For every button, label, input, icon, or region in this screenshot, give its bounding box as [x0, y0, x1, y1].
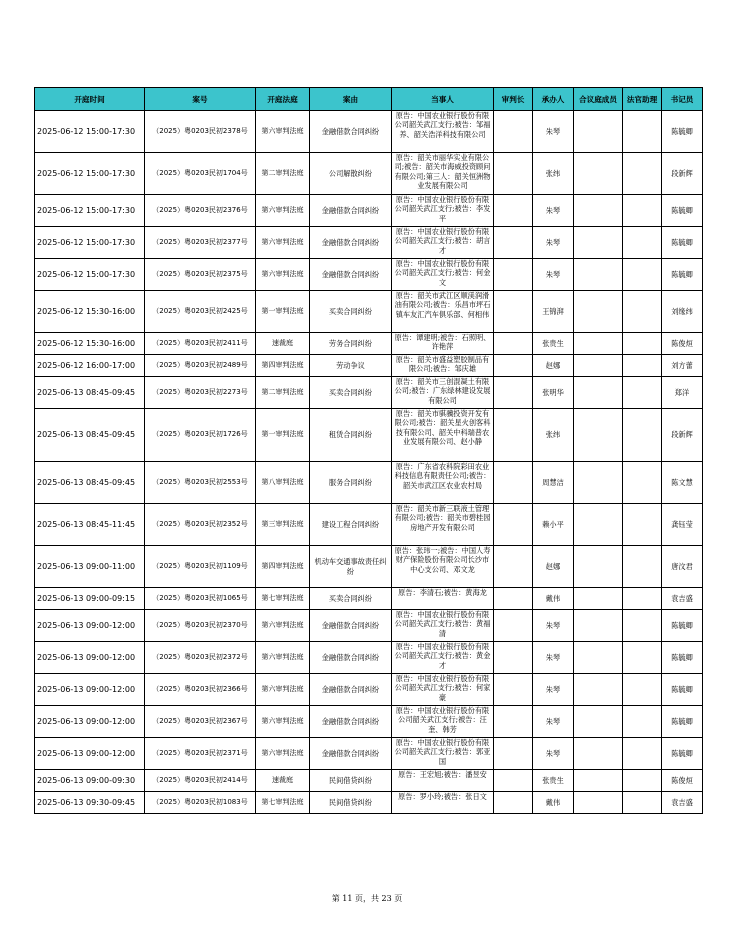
- cell-presiding-judge: [494, 291, 533, 333]
- cell-clerk: 陈毓卿: [662, 227, 703, 259]
- cell-cause: 金融借款合同纠纷: [310, 111, 392, 153]
- cell-cause: 劳务合同纠纷: [310, 333, 392, 355]
- cell-case-number: （2025）粤0203民初2273号: [145, 377, 256, 409]
- cell-case-number: （2025）粤0203民初2377号: [145, 227, 256, 259]
- cell-handler: 张明华: [533, 377, 574, 409]
- cell-hearing-time: 2025-06-12 15:30-16:00: [35, 291, 145, 333]
- cell-judge-assistant: [623, 738, 662, 770]
- cell-case-number: （2025）粤0203民初1065号: [145, 588, 256, 610]
- cell-hearing-time: 2025-06-12 16:00-17:00: [35, 355, 145, 377]
- cell-case-number: （2025）粤0203民初1109号: [145, 546, 256, 588]
- cell-cause: 金融借款合同纠纷: [310, 227, 392, 259]
- cell-cause: 金融借款合同纠纷: [310, 674, 392, 706]
- cell-courtroom: 第七审判法庭: [256, 792, 310, 814]
- table-row: [35, 792, 703, 814]
- cell-judge-assistant: [623, 674, 662, 706]
- cell-judge-assistant: [623, 227, 662, 259]
- cell-presiding-judge: [494, 504, 533, 546]
- cell-handler: 朱琴: [533, 195, 574, 227]
- cell-panel-members: [574, 377, 623, 409]
- cell-cause: 买卖合同纠纷: [310, 588, 392, 610]
- cell-panel-members: [574, 333, 623, 355]
- cell-parties: 原告：中国农业银行股份有限公司韶关武江支行;被告：黄福清: [392, 610, 494, 642]
- table-row: [35, 546, 703, 588]
- cell-presiding-judge: [494, 674, 533, 706]
- cell-parties: 原告：韶关市骐骥投资开发有限公司;被告：韶关星火创客科技有限公司、韶关中科瑞普农业发展有限公司、赵小静: [392, 409, 494, 462]
- cell-presiding-judge: [494, 409, 533, 462]
- cell-judge-assistant: [623, 610, 662, 642]
- cell-clerk: 陈文慧: [662, 462, 703, 504]
- cell-presiding-judge: [494, 738, 533, 770]
- cell-presiding-judge: [494, 770, 533, 792]
- table-row: [35, 642, 703, 674]
- header-cause: 案由: [310, 88, 392, 111]
- cell-handler: 周慧洁: [533, 462, 574, 504]
- cell-panel-members: [574, 642, 623, 674]
- cell-parties: 原告：韶关市武江区顺渼润滑油有限公司;被告：乐昌市坪石镇车友汇汽车俱乐部、何相伟: [392, 291, 494, 333]
- cell-parties: 原告：韶关市丽华实业有限公司;被告：韶关市海威投资顾问有限公司;第三人：韶关恒洲物业发展有限公司: [392, 153, 494, 195]
- cell-clerk: 袁吉盛: [662, 792, 703, 814]
- cell-panel-members: [574, 291, 623, 333]
- cell-presiding-judge: [494, 153, 533, 195]
- cell-courtroom: 第七审判法庭: [256, 588, 310, 610]
- cell-cause: 金融借款合同纠纷: [310, 706, 392, 738]
- cell-panel-members: [574, 546, 623, 588]
- page-footer: 第 11 页，共 23 页: [331, 894, 403, 903]
- cell-judge-assistant: [623, 770, 662, 792]
- cell-handler: 朱琴: [533, 111, 574, 153]
- cell-parties: 原告：中国农业银行股份有限公司韶关武江支行;被告：郭亚国: [392, 738, 494, 770]
- table-row: [35, 588, 703, 610]
- cell-hearing-time: 2025-06-13 08:45-11:45: [35, 504, 145, 546]
- cell-hearing-time: 2025-06-12 15:00-17:30: [35, 227, 145, 259]
- cell-judge-assistant: [623, 546, 662, 588]
- table-row: [35, 111, 703, 153]
- cell-cause: 金融借款合同纠纷: [310, 610, 392, 642]
- cell-courtroom: 第六审判法庭: [256, 111, 310, 153]
- cell-case-number: （2025）粤0203民初2411号: [145, 333, 256, 355]
- cell-courtroom: 第四审判法庭: [256, 546, 310, 588]
- cell-parties: 原告：张玮一;被告：中国人寿财产保险股份有限公司长沙市中心支公司、邓文龙: [392, 546, 494, 588]
- cell-presiding-judge: [494, 355, 533, 377]
- cell-case-number: （2025）粤0203民初1726号: [145, 409, 256, 462]
- cell-hearing-time: 2025-06-12 15:00-17:30: [35, 153, 145, 195]
- table-row: [35, 259, 703, 291]
- cell-clerk: 陈毓卿: [662, 195, 703, 227]
- cell-panel-members: [574, 792, 623, 814]
- cell-clerk: 陈毓卿: [662, 642, 703, 674]
- cell-parties: 原告：中国农业银行股份有限公司韶关武江支行;被告：胡言才: [392, 227, 494, 259]
- cell-parties: 原告：中国农业银行股份有限公司韶关武江支行;被告：何家豪: [392, 674, 494, 706]
- cell-judge-assistant: [623, 377, 662, 409]
- cell-courtroom: 第八审判法庭: [256, 462, 310, 504]
- cell-judge-assistant: [623, 792, 662, 814]
- cell-courtroom: 第六审判法庭: [256, 259, 310, 291]
- cell-hearing-time: 2025-06-13 08:45-09:45: [35, 462, 145, 504]
- cell-courtroom: 第六审判法庭: [256, 706, 310, 738]
- cell-panel-members: [574, 259, 623, 291]
- cell-courtroom: 第六审判法庭: [256, 674, 310, 706]
- cell-hearing-time: 2025-06-13 08:45-09:45: [35, 409, 145, 462]
- cell-cause: 买卖合同纠纷: [310, 377, 392, 409]
- cell-presiding-judge: [494, 642, 533, 674]
- cell-courtroom: 第六审判法庭: [256, 195, 310, 227]
- cell-cause: 机动车交通事故责任纠纷: [310, 546, 392, 588]
- cell-clerk: 刘缘纬: [662, 291, 703, 333]
- cell-hearing-time: 2025-06-13 09:00-09:30: [35, 770, 145, 792]
- cell-parties: 原告：中国农业银行股份有限公司韶关武江支行;被告：邹福养、韶关浩洋科技有限公司: [392, 111, 494, 153]
- cell-hearing-time: 2025-06-12 15:00-17:30: [35, 259, 145, 291]
- cell-panel-members: [574, 610, 623, 642]
- cell-courtroom: 第六审判法庭: [256, 227, 310, 259]
- table-row: [35, 333, 703, 355]
- cell-courtroom: 第三审判法庭: [256, 504, 310, 546]
- cell-cause: 民间借贷纠纷: [310, 770, 392, 792]
- cell-presiding-judge: [494, 377, 533, 409]
- table-row: [35, 409, 703, 462]
- header-panel-members: 合议庭成员: [574, 88, 623, 111]
- table-row: [35, 674, 703, 706]
- cell-hearing-time: 2025-06-12 15:30-16:00: [35, 333, 145, 355]
- table-row: [35, 377, 703, 409]
- cell-judge-assistant: [623, 259, 662, 291]
- table-row: [35, 610, 703, 642]
- cell-judge-assistant: [623, 355, 662, 377]
- cell-case-number: （2025）粤0203民初2352号: [145, 504, 256, 546]
- cell-handler: 张纬: [533, 409, 574, 462]
- cell-handler: 朱琴: [533, 227, 574, 259]
- cell-panel-members: [574, 674, 623, 706]
- cell-parties: 原告：韶关市三创混凝土有限公司;被告：广东绿林建设发展有限公司: [392, 377, 494, 409]
- cell-presiding-judge: [494, 546, 533, 588]
- cell-judge-assistant: [623, 504, 662, 546]
- cell-hearing-time: 2025-06-13 09:00-12:00: [35, 610, 145, 642]
- cell-hearing-time: 2025-06-13 09:00-11:00: [35, 546, 145, 588]
- header-judge-assistant: 法官助理: [623, 88, 662, 111]
- cell-panel-members: [574, 504, 623, 546]
- cell-clerk: 陈毓卿: [662, 674, 703, 706]
- cell-handler: 赵娜: [533, 546, 574, 588]
- cell-cause: 公司解散纠纷: [310, 153, 392, 195]
- cell-parties: 原告：中国农业银行股份有限公司韶关武江支行;被告：黄金才: [392, 642, 494, 674]
- cell-presiding-judge: [494, 333, 533, 355]
- cell-panel-members: [574, 227, 623, 259]
- cell-cause: 金融借款合同纠纷: [310, 642, 392, 674]
- cell-hearing-time: 2025-06-12 15:00-17:30: [35, 111, 145, 153]
- cell-courtroom: 速裁庭: [256, 333, 310, 355]
- cell-handler: 赵娜: [533, 355, 574, 377]
- cell-panel-members: [574, 409, 623, 462]
- cell-clerk: 郑洋: [662, 377, 703, 409]
- cell-case-number: （2025）粤0203民初2489号: [145, 355, 256, 377]
- cell-case-number: （2025）粤0203民初1704号: [145, 153, 256, 195]
- cell-judge-assistant: [623, 195, 662, 227]
- cell-judge-assistant: [623, 153, 662, 195]
- cell-courtroom: 第二审判法庭: [256, 377, 310, 409]
- cell-cause: 金融借款合同纠纷: [310, 259, 392, 291]
- cell-handler: 朱琴: [533, 642, 574, 674]
- table-row: [35, 738, 703, 770]
- cell-parties: 原告：中国农业银行股份有限公司韶关武江支行;被告：何金文: [392, 259, 494, 291]
- cell-judge-assistant: [623, 642, 662, 674]
- cell-cause: 民间借贷纠纷: [310, 792, 392, 814]
- table-row: [35, 227, 703, 259]
- cell-handler: 王锦湃: [533, 291, 574, 333]
- cell-cause: 劳动争议: [310, 355, 392, 377]
- cell-presiding-judge: [494, 706, 533, 738]
- cell-handler: 朱琴: [533, 706, 574, 738]
- cell-parties: 原告：李清石;被告：黄海龙: [392, 588, 494, 610]
- header-parties: 当事人: [392, 88, 494, 111]
- cell-hearing-time: 2025-06-13 09:00-12:00: [35, 642, 145, 674]
- cell-clerk: 段新辉: [662, 409, 703, 462]
- cell-clerk: 袁吉盛: [662, 588, 703, 610]
- cell-cause: 服务合同纠纷: [310, 462, 392, 504]
- cell-clerk: 陈俊烜: [662, 333, 703, 355]
- cell-handler: 张贵生: [533, 770, 574, 792]
- cell-parties: 原告：韶关市盛益塑胶制品有限公司;被告：邹庆雄: [392, 355, 494, 377]
- cell-hearing-time: 2025-06-13 09:00-12:00: [35, 738, 145, 770]
- cell-courtroom: 第六审判法庭: [256, 642, 310, 674]
- cell-case-number: （2025）粤0203民初2378号: [145, 111, 256, 153]
- cell-courtroom: 第六审判法庭: [256, 738, 310, 770]
- cell-judge-assistant: [623, 111, 662, 153]
- cell-hearing-time: 2025-06-13 09:30-09:45: [35, 792, 145, 814]
- table-row: [35, 291, 703, 333]
- cell-parties: 原告：韶关市新三联液土管理有限公司;被告：韶关市碧桂园房地产开发有限公司: [392, 504, 494, 546]
- court-schedule-table: [34, 87, 703, 814]
- cell-presiding-judge: [494, 792, 533, 814]
- header-hearing-time: 开庭时间: [35, 88, 145, 111]
- cell-parties: 原告：中国农业银行股份有限公司韶关武江支行;被告：汪奎、韩芳: [392, 706, 494, 738]
- cell-case-number: （2025）粤0203民初2375号: [145, 259, 256, 291]
- cell-panel-members: [574, 588, 623, 610]
- cell-judge-assistant: [623, 462, 662, 504]
- table-row: [35, 153, 703, 195]
- table-row: [35, 770, 703, 792]
- cell-case-number: （2025）粤0203民初2425号: [145, 291, 256, 333]
- header-clerk: 书记员: [662, 88, 703, 111]
- cell-panel-members: [574, 770, 623, 792]
- cell-hearing-time: 2025-06-13 09:00-12:00: [35, 706, 145, 738]
- cell-handler: 朱琴: [533, 674, 574, 706]
- cell-case-number: （2025）粤0203民初2371号: [145, 738, 256, 770]
- cell-courtroom: 第六审判法庭: [256, 610, 310, 642]
- cell-handler: 朱琴: [533, 259, 574, 291]
- cell-panel-members: [574, 462, 623, 504]
- cell-judge-assistant: [623, 706, 662, 738]
- cell-clerk: 唐汶君: [662, 546, 703, 588]
- cell-panel-members: [574, 153, 623, 195]
- cell-presiding-judge: [494, 610, 533, 642]
- cell-presiding-judge: [494, 259, 533, 291]
- table-row: [35, 462, 703, 504]
- cell-hearing-time: 2025-06-13 08:45-09:45: [35, 377, 145, 409]
- cell-parties: 原告：罗小玲;被告：张日文: [392, 792, 494, 814]
- cell-cause: 金融借款合同纠纷: [310, 195, 392, 227]
- cell-presiding-judge: [494, 227, 533, 259]
- cell-presiding-judge: [494, 588, 533, 610]
- cell-judge-assistant: [623, 409, 662, 462]
- cell-cause: 建设工程合同纠纷: [310, 504, 392, 546]
- cell-parties: 原告：王宏旭;被告：潘昱安: [392, 770, 494, 792]
- header-row: [35, 88, 703, 111]
- header-case-number: 案号: [145, 88, 256, 111]
- cell-panel-members: [574, 355, 623, 377]
- cell-clerk: 段新辉: [662, 153, 703, 195]
- cell-case-number: （2025）粤0203民初1083号: [145, 792, 256, 814]
- cell-clerk: 陈毓卿: [662, 738, 703, 770]
- cell-presiding-judge: [494, 111, 533, 153]
- cell-courtroom: 第一审判法庭: [256, 291, 310, 333]
- table-row: [35, 195, 703, 227]
- cell-cause: 买卖合同纠纷: [310, 291, 392, 333]
- header-handler: 承办人: [533, 88, 574, 111]
- cell-panel-members: [574, 738, 623, 770]
- cell-panel-members: [574, 195, 623, 227]
- cell-case-number: （2025）粤0203民初2372号: [145, 642, 256, 674]
- cell-judge-assistant: [623, 291, 662, 333]
- cell-presiding-judge: [494, 195, 533, 227]
- table-row: [35, 706, 703, 738]
- cell-courtroom: 速裁庭: [256, 770, 310, 792]
- cell-clerk: 陈毓卿: [662, 706, 703, 738]
- table-row: [35, 504, 703, 546]
- table-row: [35, 355, 703, 377]
- cell-case-number: （2025）粤0203民初2376号: [145, 195, 256, 227]
- cell-clerk: 陈毓卿: [662, 259, 703, 291]
- cell-clerk: 陈俊烜: [662, 770, 703, 792]
- cell-presiding-judge: [494, 462, 533, 504]
- cell-judge-assistant: [623, 333, 662, 355]
- cell-handler: 朱琴: [533, 738, 574, 770]
- cell-clerk: 陈毓卿: [662, 111, 703, 153]
- cell-clerk: 刘方蕾: [662, 355, 703, 377]
- cell-courtroom: 第四审判法庭: [256, 355, 310, 377]
- cell-parties: 原告：谭建明;被告：石照明、许艳萍: [392, 333, 494, 355]
- cell-case-number: （2025）粤0203民初2366号: [145, 674, 256, 706]
- cell-cause: 金融借款合同纠纷: [310, 738, 392, 770]
- cell-hearing-time: 2025-06-12 15:00-17:30: [35, 195, 145, 227]
- cell-handler: 赖小平: [533, 504, 574, 546]
- cell-handler: 张贵生: [533, 333, 574, 355]
- cell-judge-assistant: [623, 588, 662, 610]
- cell-case-number: （2025）粤0203民初2553号: [145, 462, 256, 504]
- cell-courtroom: 第一审判法庭: [256, 409, 310, 462]
- cell-courtroom: 第二审判法庭: [256, 153, 310, 195]
- header-courtroom: 开庭法庭: [256, 88, 310, 111]
- cell-hearing-time: 2025-06-13 09:00-12:00: [35, 674, 145, 706]
- cell-clerk: 陈毓卿: [662, 610, 703, 642]
- header-presiding-judge: 审判长: [494, 88, 533, 111]
- cell-handler: 戴伟: [533, 588, 574, 610]
- cell-case-number: （2025）粤0203民初2370号: [145, 610, 256, 642]
- cell-parties: 原告：广东省农科院彩田农业科技信息有限责任公司;被告：韶关市武江区农业农村局: [392, 462, 494, 504]
- cell-panel-members: [574, 706, 623, 738]
- cell-handler: 朱琴: [533, 610, 574, 642]
- cell-panel-members: [574, 111, 623, 153]
- cell-handler: 张纬: [533, 153, 574, 195]
- cell-parties: 原告：中国农业银行股份有限公司韶关武江支行;被告：李发平: [392, 195, 494, 227]
- cell-cause: 租赁合同纠纷: [310, 409, 392, 462]
- cell-case-number: （2025）粤0203民初2414号: [145, 770, 256, 792]
- cell-clerk: 龚钰莹: [662, 504, 703, 546]
- cell-case-number: （2025）粤0203民初2367号: [145, 706, 256, 738]
- cell-hearing-time: 2025-06-13 09:00-09:15: [35, 588, 145, 610]
- cell-handler: 戴伟: [533, 792, 574, 814]
